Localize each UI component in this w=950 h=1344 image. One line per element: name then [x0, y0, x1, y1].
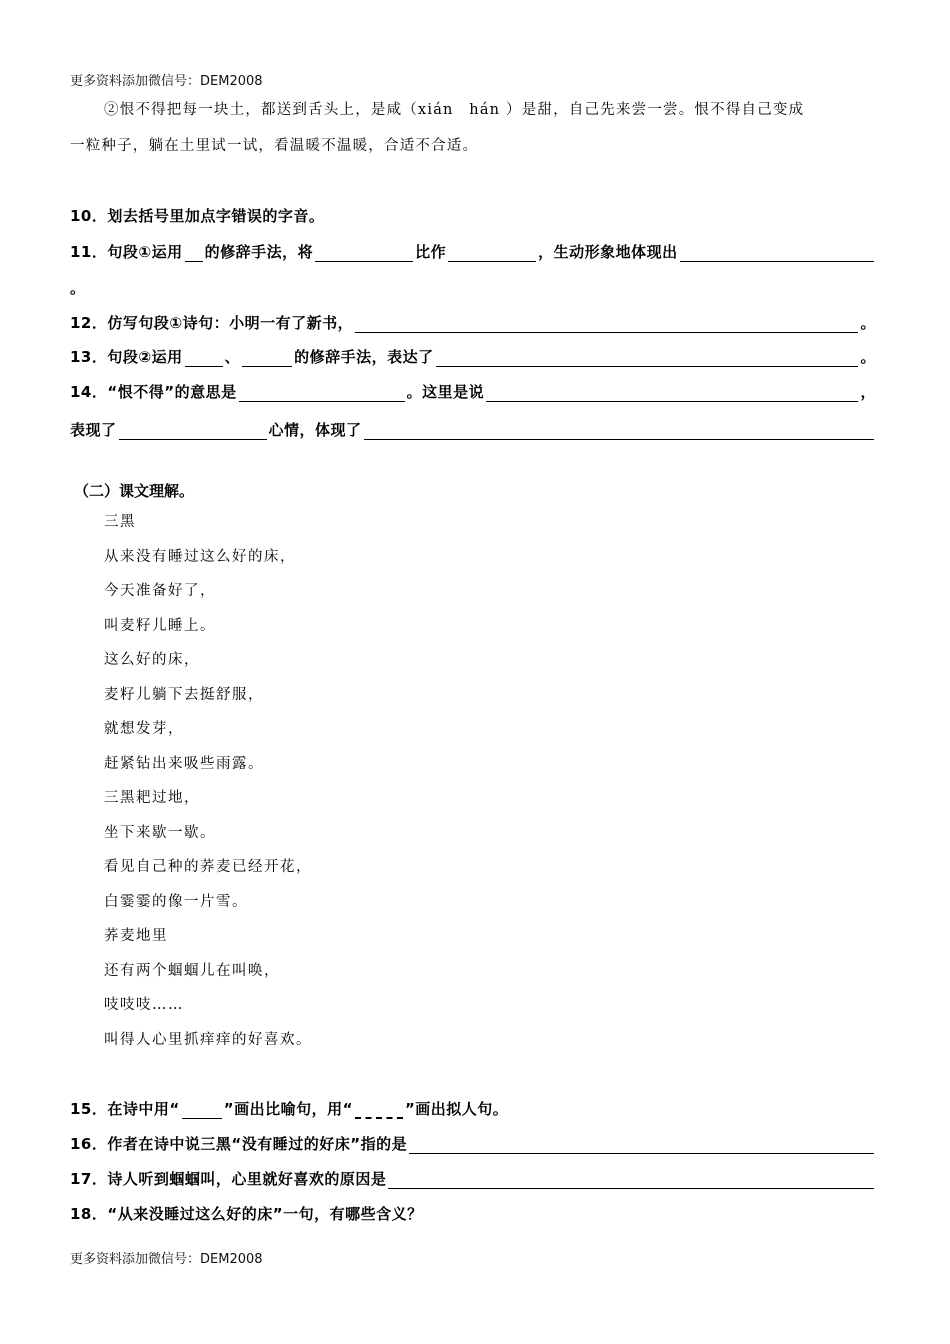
poem-line: 就想发芽， [104, 721, 184, 737]
answer-blank-12[interactable] [355, 316, 858, 333]
passage-line-2: 一粒种子，躺在土里试一试，看温暖不温暖，合适不合适。 [70, 138, 479, 154]
question-13-text-1: 句段②运用 [107, 348, 183, 366]
section-2-title: （二）课文理解。 [74, 482, 195, 500]
question-11-number: 11． [70, 243, 108, 261]
question-14 [70, 380, 876, 402]
answer-blank-13b[interactable] [242, 350, 292, 367]
question-14-text-4: 表现了 [70, 421, 117, 439]
answer-blank-16[interactable] [409, 1137, 874, 1154]
poem-line: 从来没有睡过这么好的床， [104, 548, 296, 565]
question-11 [70, 240, 876, 262]
poem-title: 三黑 [104, 514, 136, 530]
answer-blank-13a[interactable] [185, 350, 223, 367]
question-15-number: 15． [70, 1100, 108, 1118]
poem-line: 吱吱吱…… [104, 997, 184, 1013]
question-18-text: “从来没睡过这么好的床”一句，有哪些含义？ [107, 1205, 423, 1223]
question-15-text-1: 在诗中用“ [107, 1100, 180, 1118]
question-13-text-2: 、 [224, 348, 241, 366]
question-14-number: 14． [70, 383, 108, 401]
answer-blank-17[interactable] [388, 1172, 874, 1189]
question-11-text-2: 的修辞手法，将 [204, 243, 314, 261]
page-header: 更多资料添加微信号：DEM2008 [70, 74, 263, 89]
page-footer: 更多资料添加微信号：DEM2008 [70, 1252, 263, 1267]
question-12 [70, 311, 876, 333]
question-14-continued [70, 418, 876, 440]
poem-line: 荞麦地里 [104, 928, 168, 944]
question-13-period: 。 [860, 348, 876, 366]
question-13-number: 13． [70, 348, 108, 366]
poem-line: 麦籽儿躺下去挺舒服， [104, 686, 264, 703]
question-11-text-3: 比作 [415, 243, 447, 261]
answer-blank-11a[interactable] [185, 245, 203, 262]
passage-line-1: ②恨不得把每一块土，都送到舌头上，是咸（xián hán ）是甜，自己先来尝一尝。恨不得自己变成 [104, 102, 805, 118]
poem-line: 叫麦籽儿睡上。 [104, 617, 216, 634]
poem [104, 505, 312, 1057]
question-14-text-3: ， [860, 383, 876, 401]
question-16-number: 16． [70, 1135, 108, 1153]
poem-line: 今天准备好了， [104, 583, 216, 599]
question-17 [70, 1167, 876, 1189]
question-18 [70, 1202, 876, 1224]
answer-blank-11c[interactable] [448, 245, 536, 262]
poem-line: 还有两个蝈蝈儿在叫唤， [104, 962, 280, 979]
question-10-text: 10．划去括号里加点字错误的字音。 [70, 207, 325, 225]
question-11-period: 。 [70, 279, 86, 297]
answer-blank-14b[interactable] [486, 385, 858, 402]
poem-line: 这么好的床， [104, 652, 200, 668]
question-17-number: 17． [70, 1170, 108, 1188]
question-11-text-4: ，生动形象地体现出 [538, 243, 678, 261]
answer-blank-11d[interactable] [680, 245, 874, 262]
question-11-end [70, 276, 876, 298]
answer-blank-14a[interactable] [239, 385, 405, 402]
question-11-text-1: 句段①运用 [107, 243, 183, 261]
passage-paragraph-2 [70, 92, 878, 164]
question-17-text: 诗人听到蝈蝈叫，心里就好喜欢的原因是 [107, 1170, 387, 1188]
question-16 [70, 1132, 876, 1154]
poem-line: 三黑耙过地， [104, 790, 200, 806]
answer-blank-13c[interactable] [436, 350, 859, 367]
answer-blank-14c[interactable] [119, 423, 267, 440]
question-16-text: 作者在诗中说三黑“没有睡过的好床”指的是 [107, 1135, 408, 1153]
question-14-text-2: 。这里是说 [406, 383, 485, 401]
question-15 [70, 1097, 876, 1119]
question-10 [70, 204, 876, 226]
question-12-text: 仿写句段①诗句：小明一有了新书， [107, 314, 354, 332]
question-12-period: 。 [860, 314, 876, 332]
question-14-text-5: 心情，体现了 [268, 421, 362, 439]
poem-line: 看见自己种的荞麦已经开花， [104, 859, 312, 875]
answer-blank-15a[interactable] [182, 1102, 222, 1119]
question-15-text-2: ”画出比喻句，用“ [223, 1100, 353, 1118]
question-13-text-3: 的修辞手法，表达了 [294, 348, 434, 366]
question-15-text-3: ”画出拟人句。 [404, 1100, 509, 1118]
question-12-number: 12． [70, 314, 108, 332]
poem-line: 白霎霎的像一片雪。 [104, 893, 248, 910]
question-14-text-1: “恨不得”的意思是 [107, 383, 237, 401]
poem-line: 坐下来歇一歇。 [104, 824, 216, 841]
poem-line: 赶紧钻出来吸些雨露。 [104, 755, 264, 772]
answer-blank-14d[interactable] [364, 423, 874, 440]
answer-blank-15b[interactable] [355, 1101, 403, 1119]
answer-blank-11b[interactable] [315, 245, 413, 262]
question-18-number: 18． [70, 1205, 108, 1223]
poem-line: 叫得人心里抓痒痒的好喜欢。 [104, 1031, 312, 1048]
question-13 [70, 345, 876, 367]
